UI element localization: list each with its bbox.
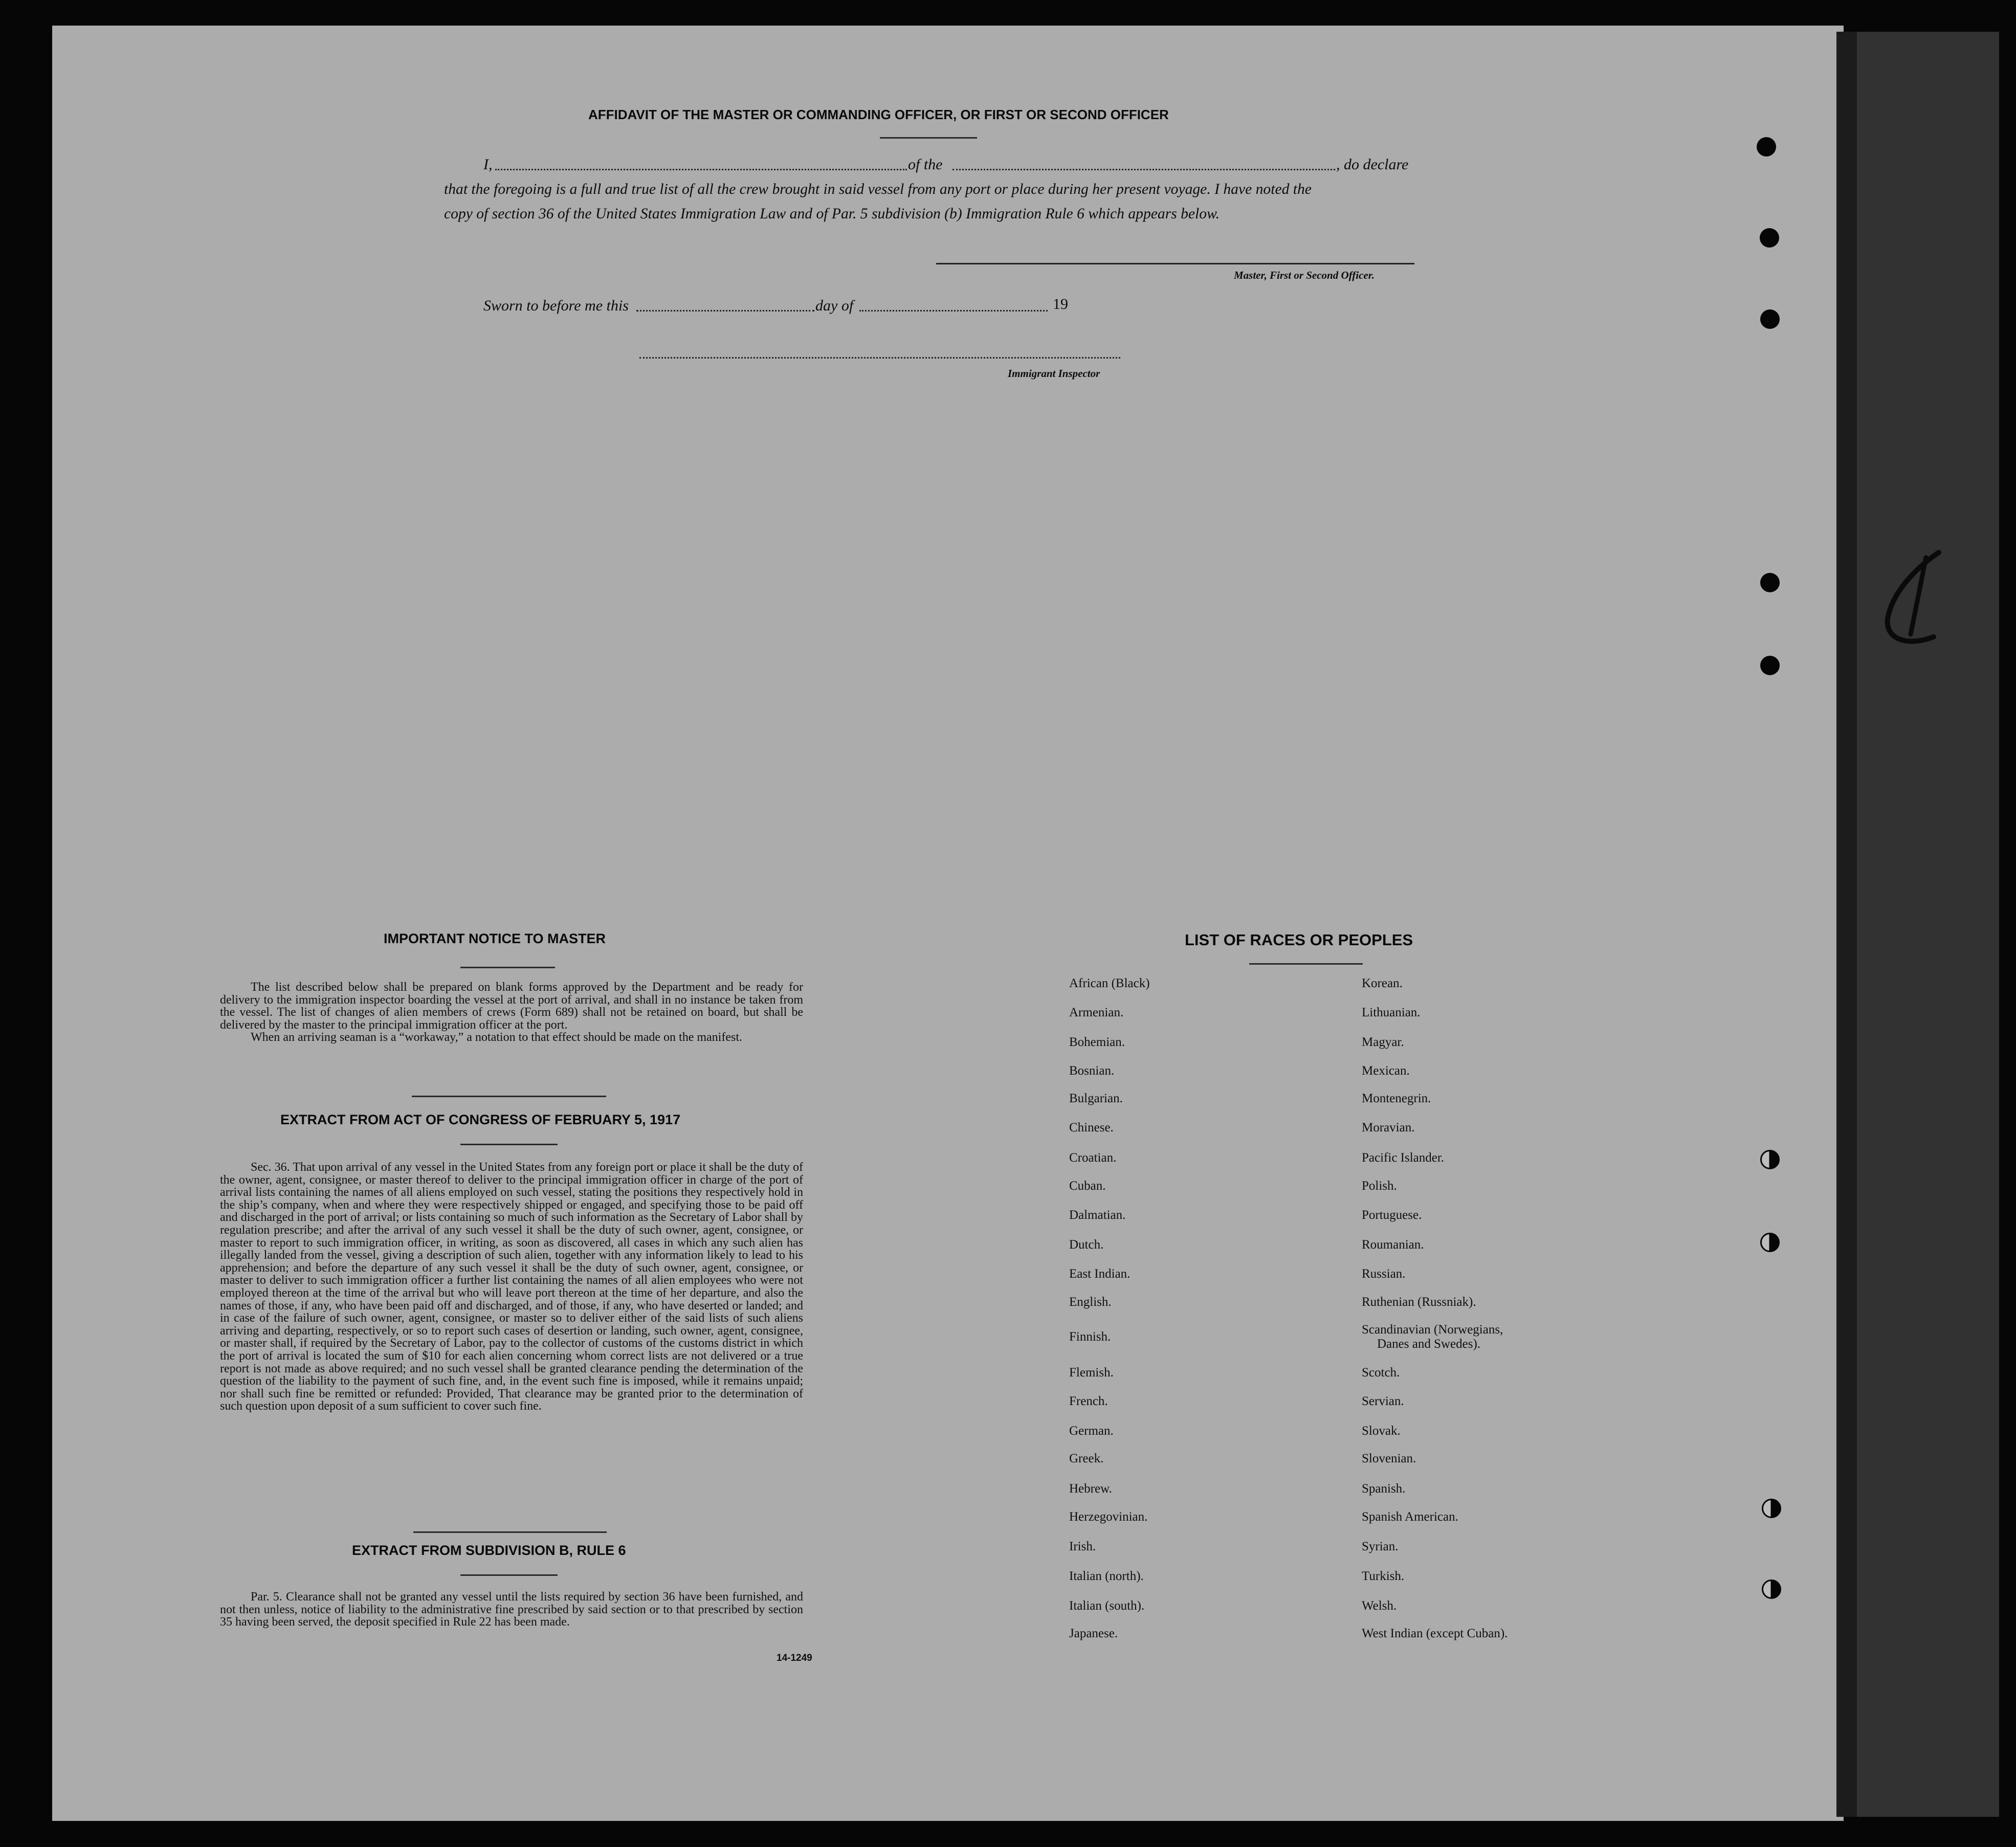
- race-left: Irish.: [1069, 1540, 1096, 1553]
- race-right: Ruthenian (Russniak).: [1362, 1295, 1476, 1309]
- race-left: Dutch.: [1069, 1238, 1104, 1252]
- race-right: Scotch.: [1362, 1366, 1400, 1379]
- punch-hole: [1760, 1150, 1780, 1169]
- race-right: Danes and Swedes).: [1377, 1337, 1481, 1351]
- race-left: Chinese.: [1069, 1121, 1114, 1134]
- race-left: Flemish.: [1069, 1366, 1114, 1379]
- affidavit-line-2: that the foregoing is a full and true list of all the crew brought in said vessel from any port or place during her present voyage. I have noted the: [444, 181, 1312, 197]
- race-right: Magyar.: [1362, 1035, 1404, 1049]
- race-right: Portuguese.: [1362, 1208, 1422, 1222]
- binder-tab-edge: [1836, 32, 1857, 1817]
- notice-paragraph: The list described below shall be prepared on blank forms approved by the Department and be ready for delivery to the immigration inspector boarding the vessel at the port of arrival, and shall in no instance be taken from the vessel. The list of changes of alien members of crews (Form 689) shall not be retained on board, but shall be delivered by the master to the principal immigration officer at the port.: [220, 981, 803, 1032]
- notice-paragraph: When an arriving seaman is a “workaway,” a notation to that effect should be made on the manifest.: [251, 1031, 742, 1044]
- handwritten-mark: [1862, 542, 1964, 665]
- race-left: East Indian.: [1069, 1267, 1131, 1281]
- extract-rule-body: [220, 1591, 803, 1629]
- race-right: Russian.: [1362, 1267, 1406, 1281]
- punch-hole: [1760, 309, 1780, 329]
- race-left: English.: [1069, 1295, 1112, 1309]
- affidavit-of-the: of the: [908, 156, 943, 173]
- race-right: Slovenian.: [1362, 1452, 1416, 1465]
- race-left: Bohemian.: [1069, 1035, 1125, 1049]
- race-right: Servian.: [1362, 1394, 1404, 1408]
- extract-rule-title: EXTRACT FROM SUBDIVISION B, RULE 6: [352, 1543, 626, 1558]
- year-prefix: 19: [1053, 296, 1068, 313]
- race-right: Montenegrin.: [1362, 1092, 1431, 1105]
- race-right: Syrian.: [1362, 1540, 1399, 1553]
- race-left: Greek.: [1069, 1452, 1104, 1465]
- name-blank[interactable]: [495, 169, 907, 170]
- race-right: Mexican.: [1362, 1064, 1410, 1078]
- binder-tab: [1836, 32, 1999, 1817]
- race-right: Scandinavian (Norwegians,: [1362, 1323, 1503, 1337]
- extract-act-end-divider: [413, 1531, 607, 1533]
- notice-divider: [460, 967, 555, 968]
- race-left: French.: [1069, 1394, 1108, 1408]
- affidavit-do-declare: , do declare: [1336, 156, 1409, 173]
- affidavit-title: AFFIDAVIT OF THE MASTER OR COMMANDING OFFICER, OR FIRST OR SECOND OFFICER: [588, 107, 1169, 122]
- notice-end-divider: [412, 1096, 606, 1097]
- master-signature-line[interactable]: [936, 263, 1414, 264]
- vessel-blank[interactable]: [952, 169, 1335, 170]
- punch-hole: [1757, 137, 1776, 157]
- punch-hole: [1760, 1233, 1780, 1252]
- race-left: African (Black): [1069, 976, 1150, 990]
- form-page: [52, 26, 1844, 1821]
- notice-title: IMPORTANT NOTICE TO MASTER: [384, 931, 606, 946]
- races-title: LIST OF RACES OR PEOPLES: [1185, 931, 1413, 949]
- title-divider: [880, 137, 977, 139]
- race-right: Slovak.: [1362, 1424, 1401, 1438]
- punch-hole: [1762, 1499, 1781, 1518]
- race-left: Bulgarian.: [1069, 1092, 1123, 1105]
- race-left: Italian (north).: [1069, 1569, 1144, 1583]
- extract-act-paragraph: Sec. 36. That upon arrival of any vessel in the United States from any foreign port or place it shall be the duty of the owner, agent, consignee, or master thereof to deliver to the principal immigration officer in charge of the port of arrival lists containing the names of all aliens employed on such vessel, stating the positions they respectively hold in the ship’s company, when and where they were respectively shipped or engaged, and specifying those to be paid off and discharged in the port of arrival; or lists containing so much of such information as the Secretary of Labor shall by regulation prescribe; and after the arrival of any such vessel it shall be the duty of such owner, agent, consignee, or master to report to such immigration officer, in writing, as soon as discovered, all cases in which any such alien has illegally landed from the vessel, giving a description of such alien, together with any information likely to lead to his apprehension; and before the departure of any such vessel it shall be the duty of such owner, agent, consignee, or master to deliver to such immigration officer a further list containing the names of all alien employees who were not employed thereon at the time of the arrival but who will leave port thereon at the time of her departure, and also the names of those, if any, who have been paid off and discharged, and of those, if any, who have deserted or landed; and in case of the failure of such owner, agent, consignee, or master so to deliver either of the said lists of such aliens arriving and departing, respectively, or so to report such cases of desertion or landing, such owner, agent, consignee, or master shall, if required by the Secretary of Labor, pay to the collector of customs of the customs district in which the port of arrival is located the sum of $10 for each alien concerning whom correct lists are not delivered or a true report is not made as above required; and no such vessel shall be granted clearance pending the determination of the question of the liability to the payment of such fine, and, in the event such fine is imposed, while it remains unpaid; nor shall such fine be remitted or refunded: Provided, That clearance may be granted prior to the determination of such question upon deposit of a sum sufficient to cover such fine.: [220, 1161, 803, 1413]
- race-right: Spanish.: [1362, 1482, 1406, 1496]
- race-right: Korean.: [1362, 976, 1403, 990]
- form-number: 14-1249: [777, 1653, 812, 1663]
- race-left: Armenian.: [1069, 1006, 1124, 1019]
- races-divider: [1249, 963, 1363, 965]
- affidavit-i-label: I,: [483, 156, 493, 173]
- extract-act-body: [220, 1161, 803, 1413]
- inspector-label: Immigrant Inspector: [1008, 367, 1100, 380]
- punch-hole: [1760, 228, 1779, 248]
- race-right: West Indian (except Cuban).: [1362, 1627, 1508, 1640]
- race-right: Turkish.: [1362, 1569, 1405, 1583]
- race-right: Lithuanian.: [1362, 1006, 1421, 1019]
- race-left: Herzegovinian.: [1069, 1510, 1148, 1524]
- race-left: German.: [1069, 1424, 1114, 1438]
- sworn-day-blank[interactable]: [636, 310, 814, 311]
- sworn-month-blank[interactable]: [859, 310, 1048, 311]
- race-left: Japanese.: [1069, 1627, 1118, 1640]
- race-right: Moravian.: [1362, 1121, 1415, 1134]
- race-right: Spanish American.: [1362, 1510, 1458, 1524]
- race-right: Roumanian.: [1362, 1238, 1424, 1252]
- punch-hole: [1762, 1579, 1781, 1599]
- extract-act-title: EXTRACT FROM ACT OF CONGRESS OF FEBRUARY 5, 1917: [280, 1112, 681, 1127]
- notice-body: [220, 981, 803, 1044]
- race-left: Finnish.: [1069, 1330, 1111, 1344]
- master-signature-label: Master, First or Second Officer.: [1234, 269, 1375, 281]
- punch-hole: [1760, 573, 1780, 592]
- extract-rule-divider: [460, 1574, 558, 1576]
- affidavit-line-3: copy of section 36 of the United States Immigration Law and of Par. 5 subdivision (b) Immigration Rule 6 which appears below.: [444, 206, 1220, 222]
- inspector-signature-line[interactable]: [639, 357, 1120, 359]
- extract-rule-paragraph: Par. 5. Clearance shall not be granted any vessel until the lists required by section 36 have been furnished, and not then unless, notice of liability to the administrative fine prescribed by said section or to that prescribed by section 35 having been served, the deposit specified in Rule 22 has been made.: [220, 1590, 803, 1629]
- extract-act-divider: [460, 1144, 558, 1145]
- sworn-label: Sworn to before me this: [483, 297, 629, 314]
- race-left: Bosnian.: [1069, 1064, 1115, 1078]
- race-left: Croatian.: [1069, 1151, 1117, 1165]
- race-right: Welsh.: [1362, 1599, 1397, 1613]
- race-right: Pacific Islander.: [1362, 1151, 1445, 1165]
- race-left: Cuban.: [1069, 1179, 1106, 1193]
- punch-hole: [1760, 656, 1780, 675]
- day-of-label: day of: [815, 297, 854, 314]
- race-left: Dalmatian.: [1069, 1208, 1126, 1222]
- race-right: Polish.: [1362, 1179, 1397, 1193]
- race-left: Italian (south).: [1069, 1599, 1145, 1613]
- race-left: Hebrew.: [1069, 1482, 1112, 1496]
